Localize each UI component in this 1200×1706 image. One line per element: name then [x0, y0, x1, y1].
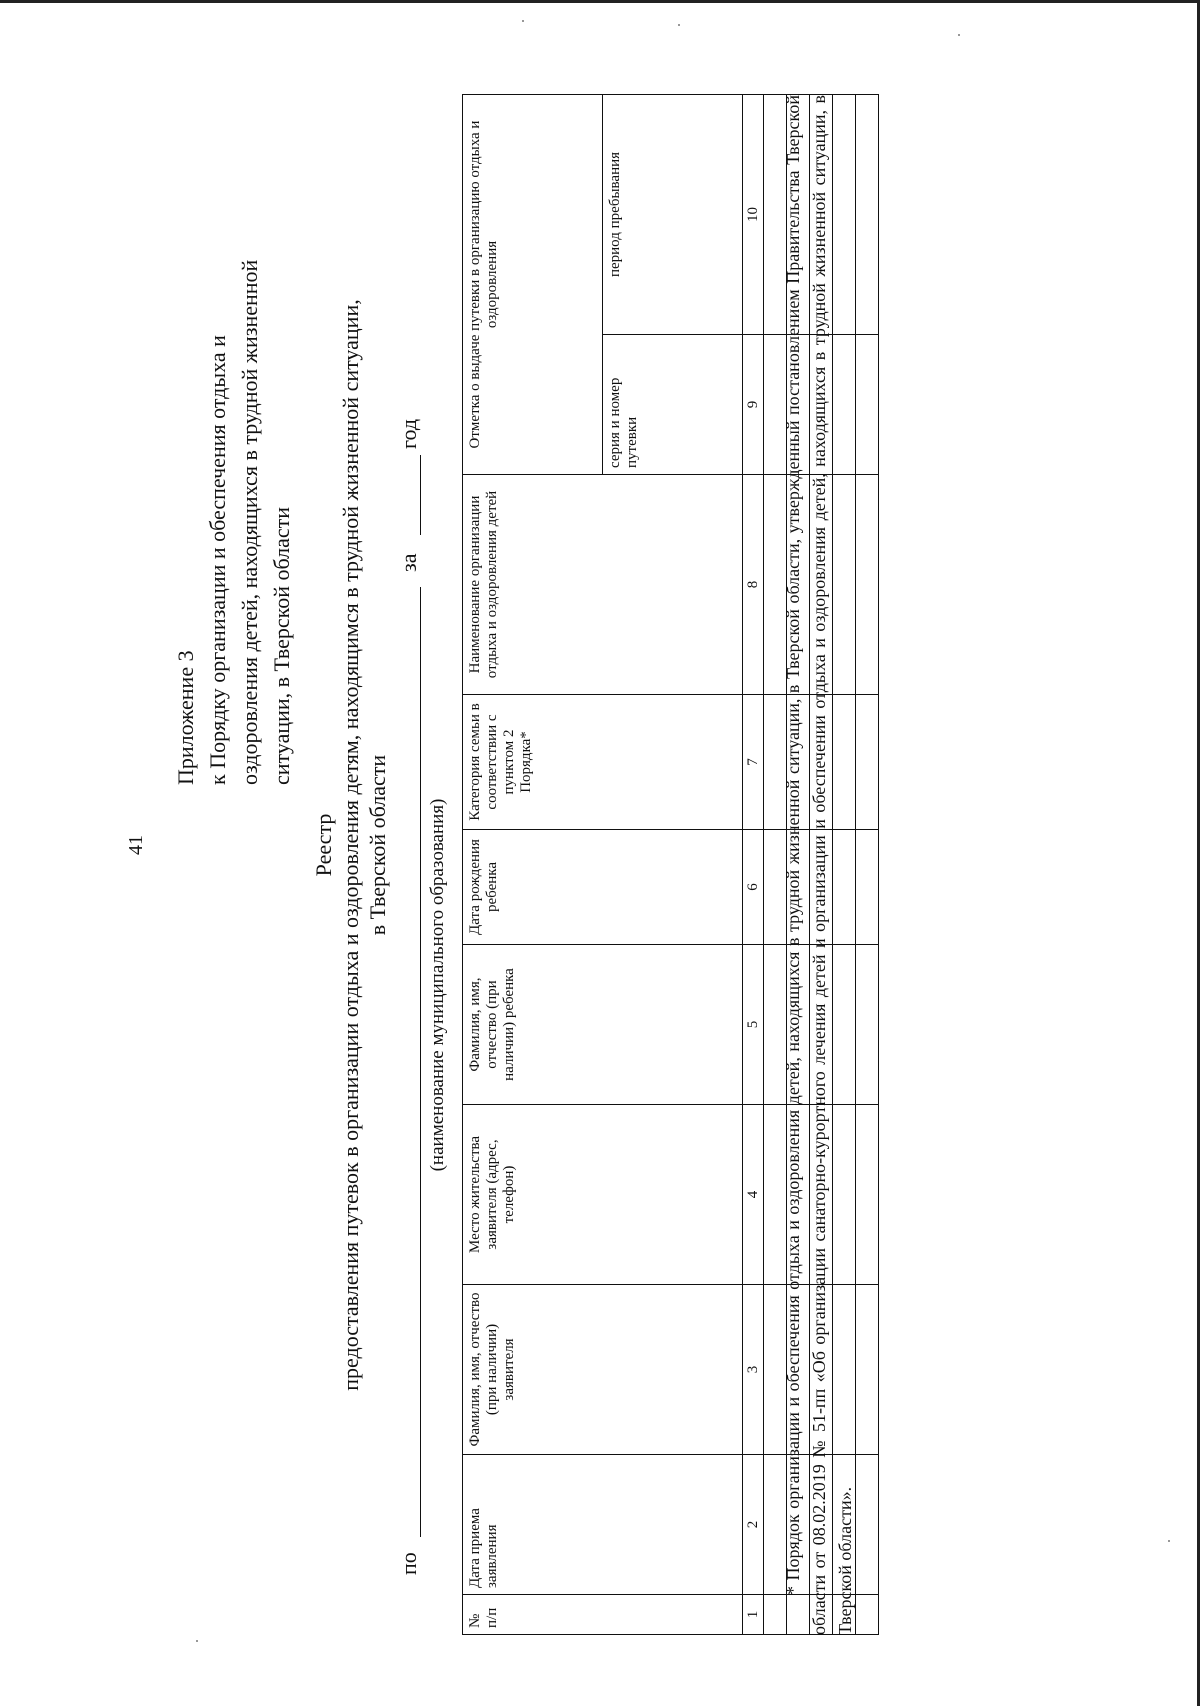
- header-cell: Место жительства заявителя (адрес, телефон): [463, 1105, 743, 1285]
- year-blank: [420, 455, 421, 535]
- table-cell: [856, 945, 879, 1105]
- title-line: в Тверской области: [365, 754, 390, 936]
- column-number: 4: [743, 1105, 764, 1285]
- appendix-line: к Порядку организации и обеспечения отдыха и: [205, 335, 230, 785]
- document-title: [310, 205, 391, 1485]
- municipality-blank: [420, 587, 421, 1537]
- column-number: 2: [743, 1455, 764, 1595]
- header-cell: Отметка о выдаче путевки в организацию отдыха и оздоровления: [463, 94, 603, 474]
- appendix-line: Приложение 3: [173, 650, 198, 785]
- god-label: год: [396, 418, 421, 449]
- rotated-page: [100, 45, 1100, 1665]
- header-cell: Категория семьи в соответствии с пунктом 2 Порядка*: [463, 695, 743, 830]
- column-number: 5: [743, 945, 764, 1105]
- za-label: за: [396, 553, 421, 572]
- column-number: 6: [743, 830, 764, 945]
- table-cell: [856, 830, 879, 945]
- page-number: 41: [125, 835, 147, 855]
- table-cell: [856, 1595, 879, 1635]
- table-cell: [856, 94, 879, 334]
- title-line: Реестр: [311, 813, 336, 877]
- table-cell: [856, 1285, 879, 1455]
- title-line: предоставления путевок в организации отдыха и оздоровления детям, находящимся в трудной жизненной ситуации,: [338, 299, 363, 1391]
- column-number-row: [743, 94, 764, 1634]
- column-number: 8: [743, 475, 764, 695]
- footnote-text: * Порядок организации и обеспечения отдыха и оздоровления детей, находящихся в трудной жизненной ситуации, в Тверской области, утвержденный постановлением Правительства Тверской области от 08.02.2019 № 51-пп «Об организации санаторно-курортного лечения детей и организации и обеспечении отдыха и оздоровления детей, находящихся в трудной жизненной ситуации, в Тверской области».: [783, 95, 855, 1635]
- scan-speck: [1168, 1540, 1170, 1542]
- po-label: по: [396, 1552, 421, 1575]
- appendix-block: [170, 85, 298, 785]
- table-cell: [856, 1455, 879, 1595]
- table-cell: [856, 475, 879, 695]
- table-header-row: [463, 94, 603, 1634]
- column-number: 1: [743, 1595, 764, 1635]
- column-number: 10: [743, 94, 764, 334]
- subheader-cell: серия и номер путевки: [603, 335, 743, 475]
- appendix-line: ситуации, в Тверской области: [269, 506, 294, 785]
- header-cell: Наименование организации отдыха и оздоровления детей: [463, 475, 743, 695]
- column-number: 9: [743, 335, 764, 475]
- header-cell: № п/п: [463, 1595, 743, 1635]
- municipality-fill-line: [396, 395, 424, 1575]
- header-cell: Фамилия, имя, отчество (при наличии) заявителя: [463, 1285, 743, 1455]
- column-number: 7: [743, 695, 764, 830]
- table-cell: [856, 1105, 879, 1285]
- column-number: 3: [743, 1285, 764, 1455]
- municipality-caption: (наименование муниципального образования): [427, 798, 448, 1172]
- table-row: [856, 94, 879, 1634]
- appendix-line: оздоровления детей, находящихся в трудной жизненной: [237, 259, 262, 785]
- scan-speck: [678, 24, 680, 26]
- table-cell: [856, 695, 879, 830]
- subheader-cell: период пребывания: [603, 94, 743, 334]
- footnote: [780, 95, 858, 1635]
- scan-speck: [522, 20, 524, 22]
- header-cell: Дата приема заявления: [463, 1455, 743, 1595]
- header-cell: Дата рождения ребенка: [463, 830, 743, 945]
- scan-speck: [958, 34, 960, 36]
- header-cell: Фамилия, имя, отчество (при наличии) ребенка: [463, 945, 743, 1105]
- table-cell: [856, 335, 879, 475]
- scan-border-top: [0, 0, 1200, 3]
